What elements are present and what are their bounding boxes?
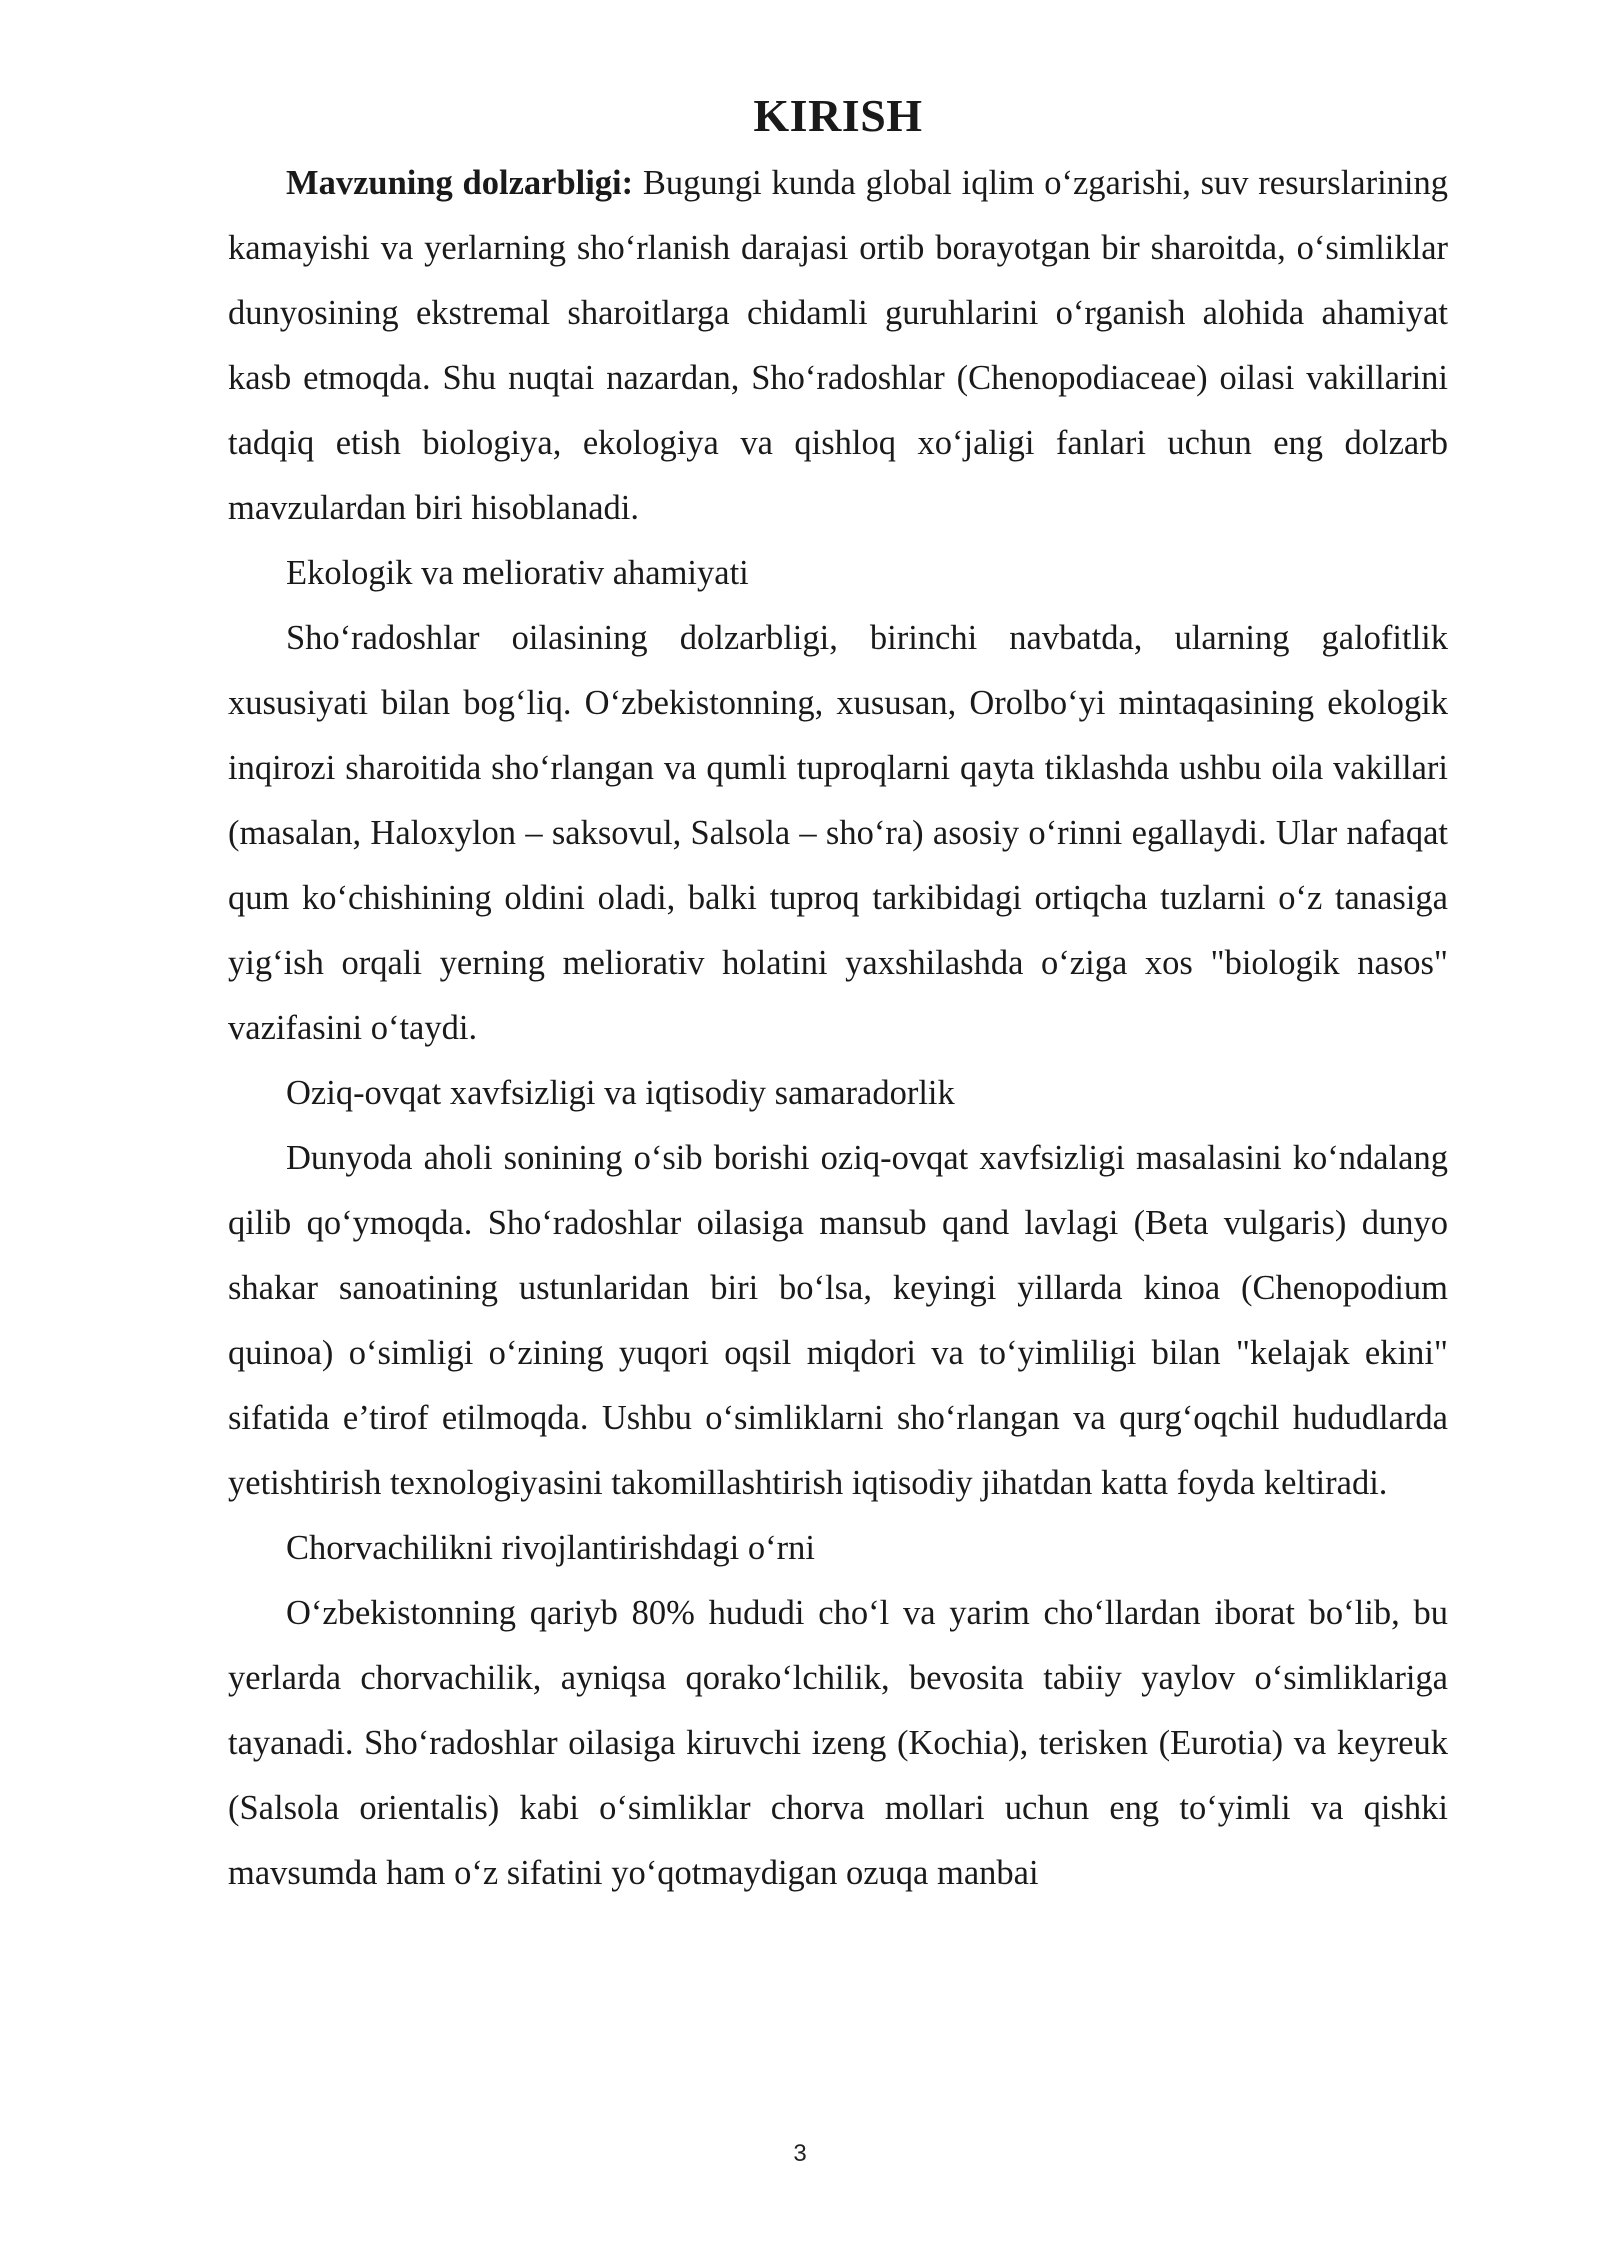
section-text-food-security: Dunyoda aholi sonining o‘sib borishi oziq-ovqat xavfsizligi masalasini ko‘ndalang qilib qo‘ymoqda. Sho‘radoshlar oilasiga mansub qand lavlagi (Beta vulgaris) dunyo shakar sanoatining ustunlaridan biri bo‘lsa, keyingi yillarda kinoa (Chenopodium quinoa) o‘simligi o‘zining yuqori oqsil miqdori va to‘yimliligi bilan "kelajak ekini" sifatida e’tirof etilmoqda. Ushbu o‘simliklarni sho‘rlangan va qurg‘oqchil hududlarda yetishtirish texnologiyasini takomillashtirish iqtisodiy jihatdan katta foyda keltiradi.	[228, 1139, 1448, 1503]
intro-paragraph	[228, 151, 1448, 541]
intro-label: Mavzuning dolzarbligi:	[286, 164, 634, 203]
section-heading-food-security: Oziq-ovqat xavfsizligi va iqtisodiy samaradorlik	[286, 1074, 955, 1113]
section-text-livestock: O‘zbekistonning qariyb 80% hududi cho‘l va yarim cho‘llardan iborat bo‘lib, bu yerlarda chorvachilik, ayniqsa qorako‘lchilik, bevosita tabiiy yaylov o‘simliklariga tayanadi. Sho‘radoshlar oilasiga kiruvchi izeng (Kochia), terisken (Eurotia) va keyreuk (Salsola orientalis) kabi o‘simliklar chorva mollari uchun eng to‘yimli va qishki mavsumda ham o‘z sifatini yo‘qotmaydigan ozuqa manbai	[228, 1594, 1448, 1893]
section-text-ecology: Sho‘radoshlar oilasining dolzarbligi, birinchi navbatda, ularning galofitlik xususiyati bilan bog‘liq. O‘zbekistonning, xususan, Orolbo‘yi mintaqasining ekologik inqirozi sharoitida sho‘rlangan va qumli tuproqlarni qayta tiklashda ushbu oila vakillari (masalan, Haloxylon – saksovul, Salsola – sho‘ra) asosiy o‘rinni egallaydi. Ular nafaqat qum ko‘chishining oldini oladi, balki tuproq tarkibidagi ortiqcha tuzlarni o‘z tanasiga yig‘ish orqali yerning meliorativ holatini yaxshilashda o‘ziga xos "biologik nasos" vazifasini o‘taydi.	[228, 619, 1448, 1048]
page-title: KIRISH	[753, 90, 923, 141]
section-heading-livestock: Chorvachilikni rivojlantirishdagi o‘rni	[286, 1529, 815, 1568]
document-page	[228, 88, 1448, 1906]
page-number: 3	[793, 2140, 807, 2167]
section-heading-ecology: Ekologik va meliorativ ahamiyati	[286, 554, 749, 593]
intro-text: Bugungi kunda global iqlim o‘zgarishi, suv resurslarining kamayishi va yerlarning sho‘rlanish darajasi ortib borayotgan bir sharoitda, o‘simliklar dunyosining ekstremal sharoitlarga chidamli guruhlarini o‘rganish alohida ahamiyat kasb etmoqda. Shu nuqtai nazardan, Sho‘radoshlar (Chenopodiaceae) oilasi vakillarini tadqiq etish biologiya, ekologiya va qishloq xo‘jaligi fanlari uchun eng dolzarb mavzulardan biri hisoblanadi.	[228, 164, 1449, 528]
